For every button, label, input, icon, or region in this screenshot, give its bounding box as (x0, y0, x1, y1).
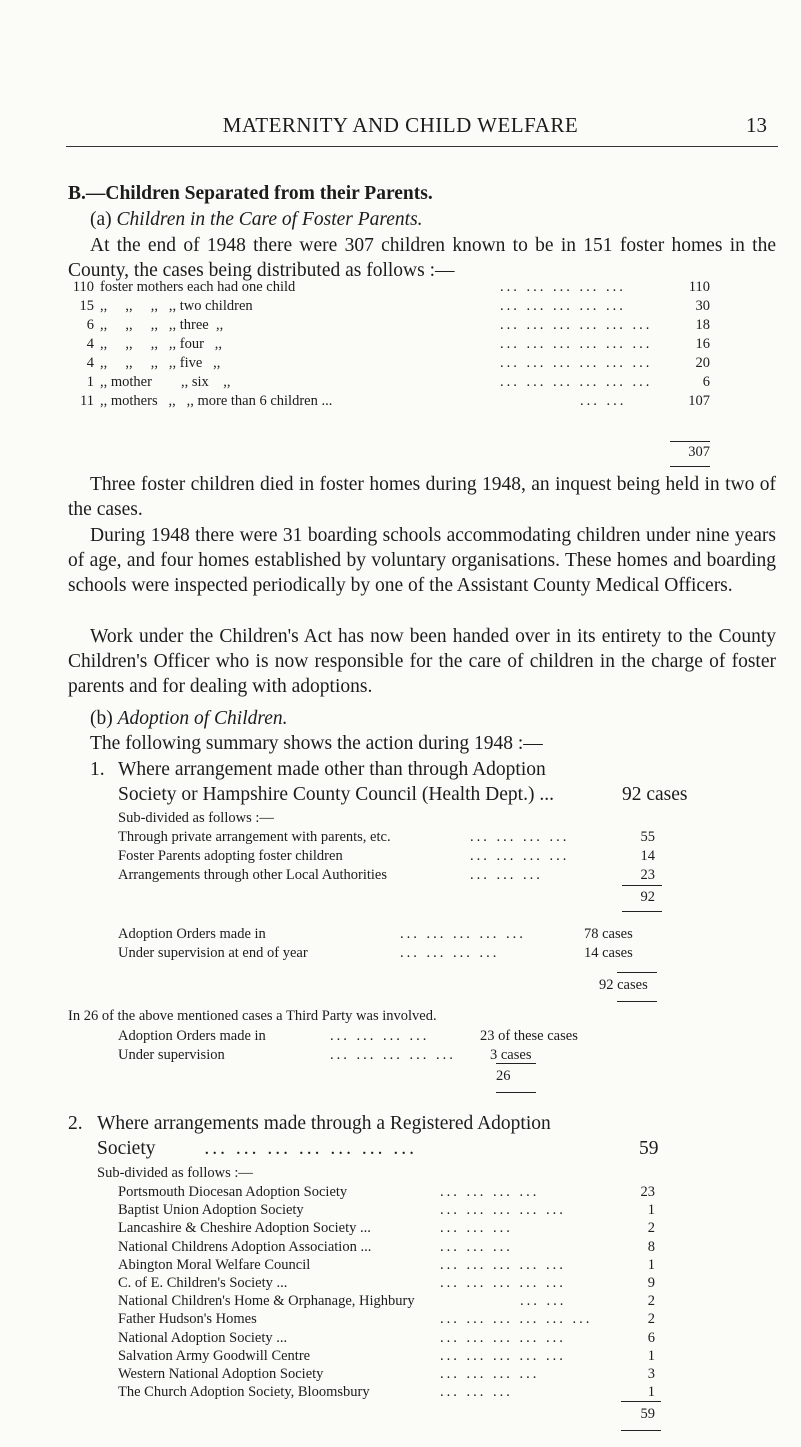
foster-row-total: 6 (702, 374, 710, 390)
subsection-b-title: Adoption of Children. (117, 708, 288, 729)
foster-row-description: foster mothers each had one child (100, 279, 296, 295)
third-party-row-dots: ... ... ... ... (330, 1028, 430, 1044)
orders-row-dots: ... ... ... ... ... (400, 926, 526, 942)
section-b-heading: B.—Children Separated from their Parents. (68, 183, 433, 204)
subsection-a-heading (90, 207, 423, 232)
item-2-leader-dots: ... ... ... ... ... ... ... (204, 1138, 417, 1159)
item-1-orders-rule-bottom (617, 1001, 657, 1002)
foster-row-count: 110 (72, 279, 94, 295)
foster-row-total: 110 (688, 279, 710, 295)
item-1-line-1: Where arrangement made other than through Adoption (118, 759, 546, 780)
third-party-row-label: Under supervision (118, 1047, 225, 1063)
item-1-subdivided: Sub-divided as follows :— (118, 810, 274, 826)
society-row-value: 2 (647, 1311, 655, 1327)
item-1-row-dots: ... ... ... ... (470, 829, 570, 845)
society-row-value: 23 (640, 1184, 655, 1200)
foster-row-description: ,, ,, ,, ,, five ,, (100, 355, 221, 371)
item-1-value: 92 cases (622, 784, 688, 805)
foster-row-count: 4 (86, 355, 94, 371)
society-row-label: The Church Adoption Society, Bloomsbury (118, 1384, 370, 1400)
foster-total-rule-bottom (670, 466, 710, 467)
society-row-value: 9 (647, 1275, 655, 1291)
foster-row-description: ,, ,, ,, ,, four ,, (100, 336, 223, 352)
subsection-a-title: Children in the Care of Foster Parents. (116, 209, 423, 230)
society-row-dots: ... ... ... ... ... (440, 1202, 566, 1218)
item-1-number: 1. (90, 759, 105, 780)
item-2-line-2 (97, 1136, 417, 1161)
foster-row-dots: ... ... (580, 393, 627, 409)
item-2-number: 2. (68, 1113, 83, 1134)
boarding-schools-paragraph: During 1948 there were 31 boarding schools accommodating children under nine years of age, and four homes established by voluntary organisations. These homes and boarding schools were inspected periodically by one of the Assistant County Medical Officers. (68, 525, 776, 596)
item-2-subdivided: Sub-divided as follows :— (97, 1165, 253, 1181)
foster-row-total: 16 (695, 336, 710, 352)
society-row-dots: ... ... ... ... ... (440, 1275, 566, 1291)
item-1-orders-total: 92 cases (599, 977, 648, 993)
society-row-value: 8 (647, 1239, 655, 1255)
orders-row-label: Adoption Orders made in (118, 926, 266, 942)
society-row-value: 3 (647, 1366, 655, 1382)
society-row-label: Western National Adoption Society (118, 1366, 324, 1382)
society-row-label: Baptist Union Adoption Society (118, 1202, 304, 1218)
society-row-dots: ... ... ... ... ... (440, 1330, 566, 1346)
society-row-dots: ... ... ... ... (440, 1184, 540, 1200)
item-2-line-1: Where arrangements made through a Registered Adoption (97, 1113, 551, 1134)
third-party-rule-bottom (496, 1092, 536, 1093)
foster-deaths-paragraph: Three foster children died in foster homes during 1948, an inquest being held in two of the cases. (68, 474, 776, 520)
page-number: 13 (746, 113, 767, 137)
third-party-row-dots: ... ... ... ... ... (330, 1047, 456, 1063)
society-row-dots: ... ... (520, 1293, 567, 1309)
item-1-row-value: 55 (640, 829, 655, 845)
society-row-value: 1 (647, 1257, 655, 1273)
header-rule (66, 146, 778, 147)
item-2-rule-top (621, 1401, 661, 1402)
society-row-dots: ... ... ... (440, 1220, 513, 1236)
item-1-row-label: Through private arrangement with parents, etc. (118, 829, 391, 845)
society-row-dots: ... ... ... (440, 1239, 513, 1255)
foster-row-dots: ... ... ... ... ... ... (500, 317, 653, 333)
subsection-a-label: (a) (90, 209, 112, 230)
society-row-label: Lancashire & Cheshire Adoption Society ... (118, 1220, 371, 1236)
item-2-rule-bottom (621, 1430, 661, 1431)
society-row-label: Salvation Army Goodwill Centre (118, 1348, 311, 1364)
foster-row-count: 6 (86, 317, 94, 333)
item-1-orders-rule-top (617, 972, 657, 973)
childrens-act-paragraph: Work under the Children's Act has now been handed over in its entirety to the County Children's Officer who is now responsible for the care of children in the charge of foster parents and for dealing with adoptions. (68, 626, 776, 697)
third-party-rule-top (496, 1063, 536, 1064)
item-1-row-dots: ... ... ... (470, 867, 543, 883)
third-party-intro: In 26 of the above mentioned cases a Third Party was involved. (68, 1008, 437, 1024)
running-header-title: MATERNITY AND CHILD WELFARE (222, 113, 579, 137)
item-1-breakdown-rule-top (622, 885, 662, 886)
foster-intro-paragraph: At the end of 1948 there were 307 children known to be in 151 foster homes in the County, the cases being distributed as follows :— (68, 235, 776, 281)
foster-total-rule-top (670, 441, 710, 442)
item-1-row-value: 14 (640, 848, 655, 864)
foster-row-dots: ... ... ... ... ... (500, 298, 626, 314)
society-row-value: 2 (647, 1293, 655, 1309)
item-1-row-label: Arrangements through other Local Authorities (118, 867, 387, 883)
society-row-label: Abington Moral Welfare Council (118, 1257, 311, 1273)
society-row-dots: ... ... ... ... ... (440, 1348, 566, 1364)
foster-row-description: ,, ,, ,, ,, two children (100, 298, 253, 314)
orders-row-value: 78 cases (584, 926, 633, 942)
society-row-label: National Childrens Adoption Association ... (118, 1239, 372, 1255)
society-row-value: 1 (647, 1384, 655, 1400)
item-1-row-dots: ... ... ... ... (470, 848, 570, 864)
society-row-value: 6 (647, 1330, 655, 1346)
foster-row-count: 1 (86, 374, 94, 390)
item-2-value: 59 (639, 1138, 659, 1159)
society-row-value: 1 (647, 1348, 655, 1364)
society-row-value: 1 (647, 1202, 655, 1218)
item-1-breakdown-rule-bottom (622, 911, 662, 912)
foster-row-total: 18 (695, 317, 710, 333)
society-row-dots: ... ... ... ... ... ... (440, 1311, 593, 1327)
foster-row-count: 4 (86, 336, 94, 352)
third-party-total: 26 (496, 1068, 511, 1084)
foster-row-count: 11 (80, 393, 94, 409)
item-1-row-label: Foster Parents adopting foster children (118, 848, 343, 864)
third-party-row-label: Adoption Orders made in (118, 1028, 266, 1044)
society-row-label: National Children's Home & Orphanage, Highbury (118, 1293, 415, 1309)
subsection-b-heading (90, 706, 288, 731)
society-row-dots: ... ... ... ... (440, 1366, 540, 1382)
orders-row-value: 14 cases (584, 945, 633, 961)
item-2-total: 59 (640, 1406, 655, 1422)
foster-row-description: ,, mother ,, six ,, (100, 374, 231, 390)
summary-intro: The following summary shows the action during 1948 :— (90, 733, 543, 754)
foster-row-count: 15 (79, 298, 94, 314)
third-party-row-value: 3 cases (490, 1047, 532, 1063)
society-row-label: C. of E. Children's Society ... (118, 1275, 288, 1291)
orders-row-label: Under supervision at end of year (118, 945, 308, 961)
item-1-row-value: 23 (640, 867, 655, 883)
subsection-b-label: (b) (90, 708, 113, 729)
foster-row-description: ,, ,, ,, ,, three ,, (100, 317, 224, 333)
foster-row-dots: ... ... ... ... ... (500, 279, 626, 295)
foster-row-total: 30 (695, 298, 710, 314)
society-row-label: Father Hudson's Homes (118, 1311, 257, 1327)
foster-row-total: 107 (688, 393, 710, 409)
foster-row-dots: ... ... ... ... ... ... (500, 336, 653, 352)
foster-row-total: 20 (695, 355, 710, 371)
foster-row-description: ,, mothers ,, ,, more than 6 children ... (100, 393, 333, 409)
society-row-value: 2 (647, 1220, 655, 1236)
society-row-dots: ... ... ... ... ... (440, 1257, 566, 1273)
foster-row-dots: ... ... ... ... ... ... (500, 355, 653, 371)
society-row-label: National Adoption Society ... (118, 1330, 288, 1346)
foster-total: 307 (688, 444, 710, 460)
society-row-label: Portsmouth Diocesan Adoption Society (118, 1184, 348, 1200)
item-2-line-2-text: Society (97, 1138, 156, 1159)
item-1-breakdown-total: 92 (640, 889, 655, 905)
third-party-row-value: 23 of these cases (480, 1028, 578, 1044)
item-1-line-2: Society or Hampshire County Council (Health Dept.) ... (118, 784, 554, 805)
foster-row-dots: ... ... ... ... ... ... (500, 374, 653, 390)
orders-row-dots: ... ... ... ... (400, 945, 500, 961)
society-row-dots: ... ... ... (440, 1384, 513, 1400)
